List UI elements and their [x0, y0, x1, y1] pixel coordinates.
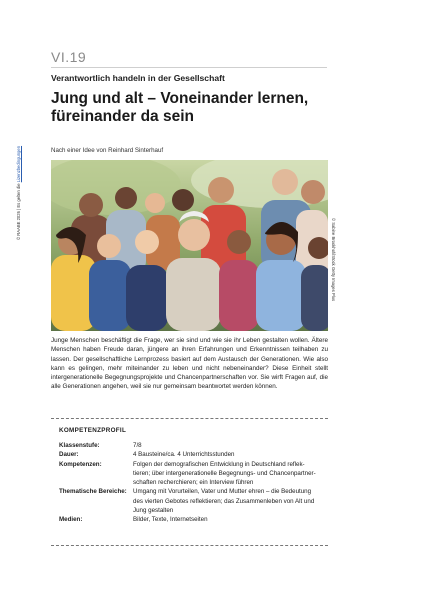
license-link[interactable]: Lizenzbedingungen	[16, 145, 21, 183]
profile-value	[133, 460, 323, 488]
page-title: Jung und alt – Voneinander lernen, füreinander da sein	[51, 90, 309, 125]
profile-heading: KOMPETENZPROFIL	[59, 427, 127, 434]
chapter-divider	[51, 67, 327, 68]
profile-value-line: schaften recherchieren; ein Interview führen	[133, 479, 254, 487]
copyright-text: © RAABE 2026 | Es gelten die	[16, 182, 21, 240]
profile-value-line: Folgen der demografischen Entwicklung in Deutschland reflek-	[133, 460, 305, 468]
profile-value	[133, 487, 323, 515]
profile-row-duration	[59, 450, 323, 459]
profile-row-competences	[59, 460, 323, 488]
profile-value	[133, 450, 323, 459]
byline: Nach einer Idee von Reinhard Sinterhauf	[51, 147, 164, 154]
profile-label: Klassenstufe:	[59, 442, 100, 449]
profile-value-line: des vierten Gebotes reflektieren; das Zusammenleben von Alt und	[133, 497, 315, 505]
group-photo-illustration	[51, 160, 328, 331]
intro-text: Junge Menschen beschäftigt die Frage, wer sie sind und wie sie ihr Leben gestalten wollen. Ältere Menschen haben Freude daran, jüngere an ihren Erfahrungen und Erkenntnissen teilhaben zu lassen. Der gesellschaftliche Lernprozess basiert auf dem Austausch der Generationen. Wie also kann es gelingen, mehr miteinander zu leben und nicht nebeneinander? Diese Einheit stellt intergenerationelle Begegnungsprojekte und Chancenpartnerschaften vor. Sie wirft Fragen auf, die alle Generationen angehen, weil sie nur gemeinsam beantwortet werden können.	[51, 337, 328, 391]
profile-value-line: 7/8	[133, 442, 142, 449]
profile-top-divider	[51, 418, 328, 419]
profile-value	[133, 441, 323, 450]
profile-value-line: Bilder, Texte, Internetseiten	[133, 516, 208, 524]
subject-heading: Verantwortlich handeln in der Gesellschaft	[51, 73, 225, 83]
profile-label: Dauer:	[59, 451, 79, 459]
profile-row-topics	[59, 487, 323, 515]
competence-profile-table	[59, 441, 323, 525]
copyright-note	[15, 120, 23, 240]
photo-credit: © Sabine Brookhof/iStock Getty Images Plus	[331, 218, 336, 302]
profile-value-line: Jung gestalten	[133, 507, 174, 515]
profile-value-line: tieren; über intergenerationelle Begegnungs- und Chancenpartner-	[133, 469, 316, 477]
profile-row-media	[59, 515, 323, 524]
profile-label: Thematische Bereiche:	[59, 488, 127, 496]
profile-bottom-divider	[51, 545, 328, 546]
profile-value	[133, 515, 323, 524]
profile-value-line: Umgang mit Vorurteilen, Vater und Mutter ehren – die Bedeutung	[133, 488, 312, 496]
group-photo	[51, 160, 328, 331]
chapter-number: VI.19	[51, 49, 87, 65]
profile-value-line: 4 Bausteine/ca. 4 Unterrichtsstunden	[133, 451, 235, 459]
profile-label: Medien:	[59, 516, 83, 524]
profile-label: Kompetenzen:	[59, 460, 102, 468]
profile-row-grade	[59, 441, 323, 450]
